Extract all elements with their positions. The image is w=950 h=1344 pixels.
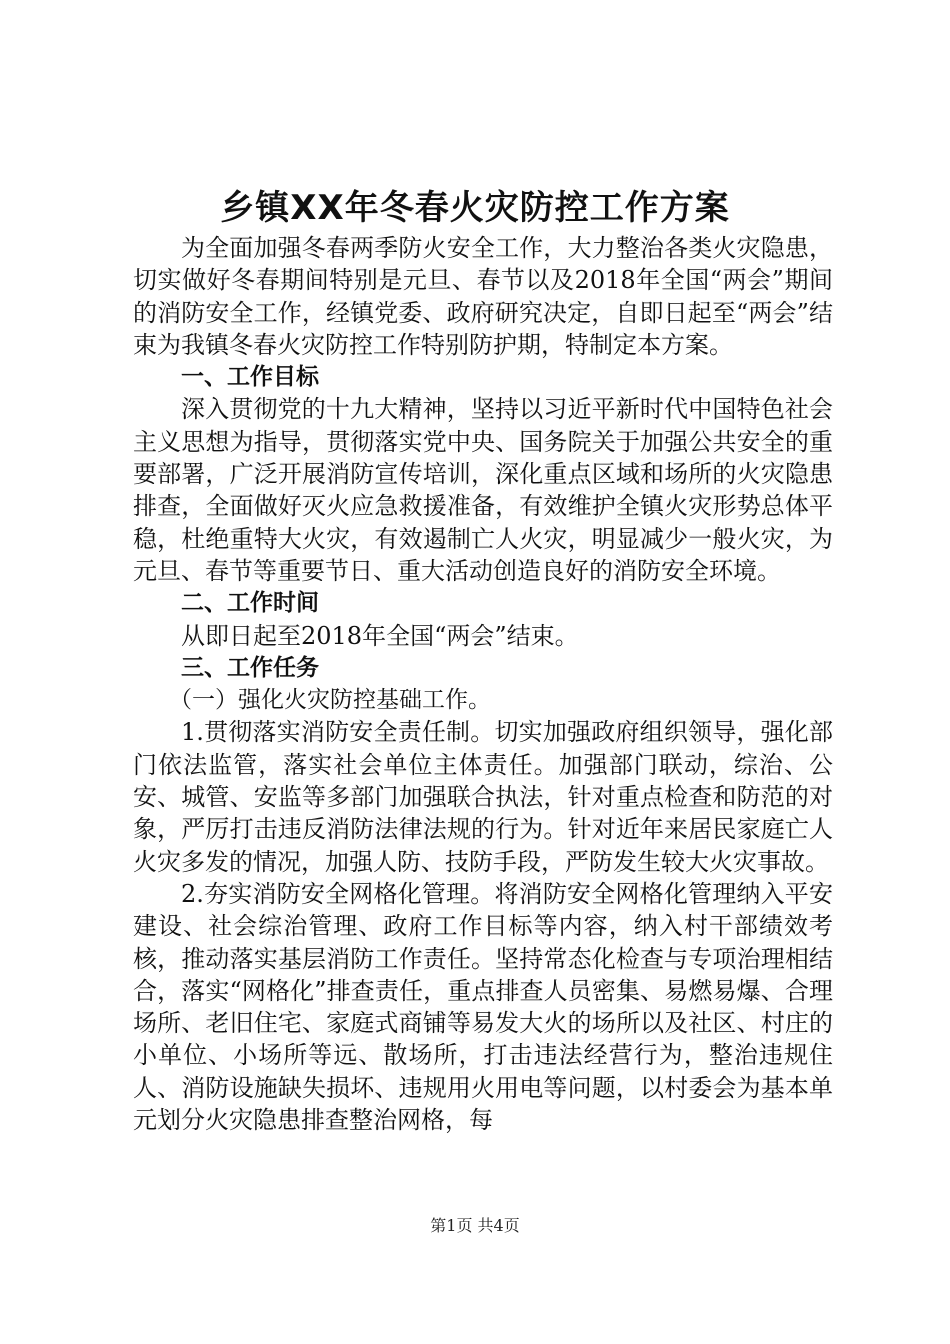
paragraph-goals: 深入贯彻党的十九大精神，坚持以习近平新时代中国特色社会主义思想为指导，贯彻落实党中央、国务院关于加强公共安全的重要部署，广泛开展消防宣传培训，深化重点区域和场所的火灾隐患排查，全面做好灭火应急救援准备，有效维护全镇火灾形势总体平稳，杜绝重特大火灾，有效遏制亡人火灾，明显减少一般火灾，为元旦、春节等重要节日、重大活动创造良好的消防安全环境。 xyxy=(133,395,833,585)
document-title: 乡镇XX年冬春火灾防控工作方案 xyxy=(220,188,730,228)
section-heading-goals: 一、工作目标 xyxy=(181,364,319,391)
section-heading-time: 二、工作时间 xyxy=(181,590,319,617)
section-heading-tasks: 三、工作任务 xyxy=(181,654,319,681)
subsection-heading-foundation: （一）强化火灾防控基础工作。 xyxy=(169,687,491,714)
document-body xyxy=(133,232,833,1136)
paragraph-intro: 为全面加强冬春两季防火安全工作，大力整治各类火灾隐患，切实做好冬春期间特别是元旦、春节以及2018年全国“两会”期间的消防安全工作，经镇党委、政府研究决定，自即日起至“两会”结束为我镇冬春火灾防控工作特别防护期，特制定本方案。 xyxy=(133,234,833,359)
paragraph-time: 从即日起至2018年全国“两会”结束。 xyxy=(181,621,579,650)
page-footer: 第1页 共4页 xyxy=(430,1216,520,1235)
paragraph-task-2: 2.夯实消防安全网格化管理。将消防安全网格化管理纳入平安建设、社会综治管理、政府工作目标等内容，纳入村干部绩效考核，推动落实基层消防工作责任。坚持常态化检查与专项治理相结合，落实“网格化”排查责任，重点排查人员密集、易燃易爆、合理场所、老旧住宅、家庭式商铺等易发大火的场所以及社区、村庄的小单位、小场所等远、散场所，打击违法经营行为，整治违规住人、消防设施缺失损坏、违规用火用电等问题，以村委会为基本单元划分火灾隐患排查整治网格，每 xyxy=(133,879,833,1135)
paragraph-task-1: 1.贯彻落实消防安全责任制。切实加强政府组织领导，强化部门依法监管，落实社会单位主体责任。加强部门联动，综治、公安、城管、安监等多部门加强联合执法，针对重点检查和防范的对象，严厉打击违反消防法律法规的行为。针对近年来居民家庭亡人火灾多发的情况，加强人防、技防手段，严防发生较大火灾事故。 xyxy=(133,718,833,876)
